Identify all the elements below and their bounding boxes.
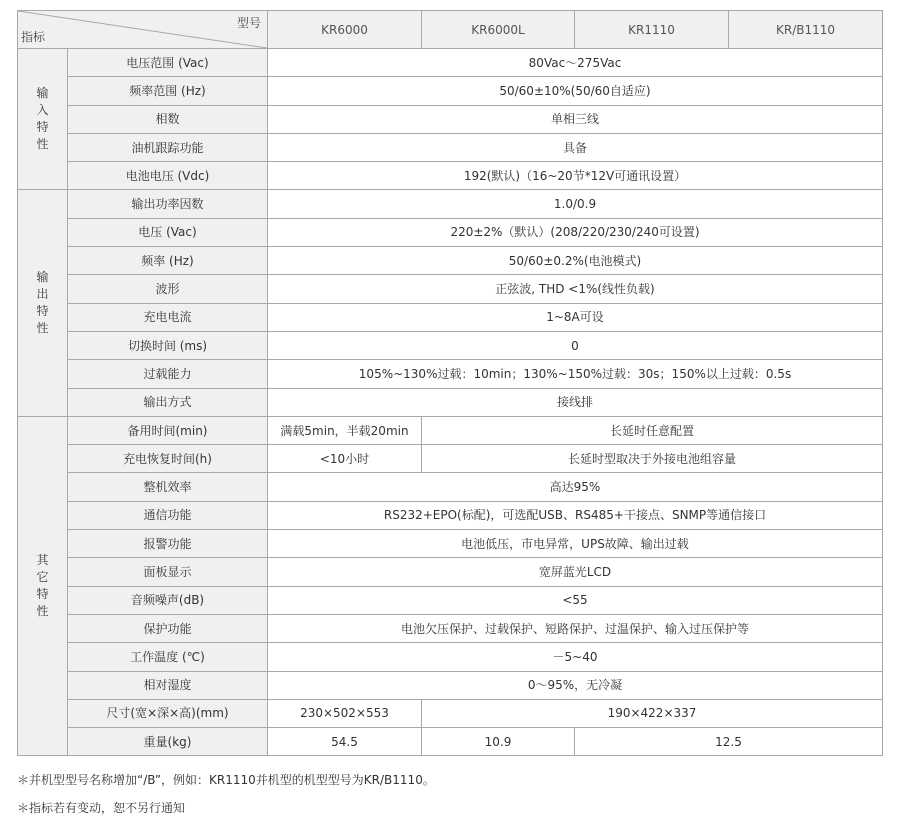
table-row <box>18 558 883 586</box>
param-label: 面板显示 <box>68 558 268 586</box>
spec-value: 50/60±0.2%(电池模式) <box>268 247 883 275</box>
param-label: 相数 <box>68 105 268 133</box>
table-row <box>18 360 883 388</box>
table-row <box>18 530 883 558</box>
spec-value: 0～95%，无冷凝 <box>268 671 883 699</box>
param-label: 尺寸(宽×深×高)(mm) <box>68 699 268 727</box>
footnotes <box>17 772 435 828</box>
param-label: 充电电流 <box>68 303 268 331</box>
spec-value: 1.0/0.9 <box>268 190 883 218</box>
header-row <box>18 11 883 49</box>
spec-table <box>17 10 883 756</box>
param-label: 通信功能 <box>68 501 268 529</box>
spec-value-standard: 满载5min，半载20min <box>268 416 422 444</box>
table-row <box>18 501 883 529</box>
diagonal-divider <box>18 11 267 48</box>
table-row <box>18 388 883 416</box>
spec-value: 220±2%（默认）(208/220/230/240可设置) <box>268 218 883 246</box>
param-label: 过载能力 <box>68 360 268 388</box>
table-row <box>18 247 883 275</box>
table-row <box>18 275 883 303</box>
model-header-kr1110: KR1110 <box>575 11 729 49</box>
spec-value: <55 <box>268 586 883 614</box>
param-label: 整机效率 <box>68 473 268 501</box>
section-output-label: 输出特性 <box>18 190 68 416</box>
model-header-krb1110: KR/B1110 <box>729 11 883 49</box>
table-row <box>18 133 883 161</box>
param-label: 工作温度 (℃) <box>68 643 268 671</box>
param-label: 输出功率因数 <box>68 190 268 218</box>
param-label: 备用时间(min) <box>68 416 268 444</box>
spec-value-long: 长延时任意配置 <box>422 416 883 444</box>
spec-value: 192(默认)（16~20节*12V可通讯设置） <box>268 162 883 190</box>
spec-value: 正弦波, THD <1%(线性负载) <box>268 275 883 303</box>
spec-value: 电池欠压保护、过载保护、短路保护、过温保护、输入过压保护等 <box>268 614 883 642</box>
spec-value: 具备 <box>268 133 883 161</box>
param-label: 电压 (Vac) <box>68 218 268 246</box>
table-row <box>18 331 883 359</box>
spec-value: 1~8A可设 <box>268 303 883 331</box>
section-input-label: 输入特性 <box>18 49 68 190</box>
footnote-parallel-model: ＊并机型型号名称增加“/B”，例如：KR1110并机型的机型型号为KR/B1110。 <box>17 773 435 787</box>
param-label: 电池电压 (Vdc) <box>68 162 268 190</box>
spec-value-long: 长延时型取决于外接电池组容量 <box>422 445 883 473</box>
spec-value: 80Vac～275Vac <box>268 49 883 77</box>
spec-value-kr6000l: 10.9 <box>422 728 575 756</box>
table-row <box>18 416 883 444</box>
model-header-kr6000l: KR6000L <box>422 11 575 49</box>
table-row <box>18 303 883 331</box>
table-row <box>18 643 883 671</box>
param-label: 保护功能 <box>68 614 268 642</box>
spec-value-compact: 190×422×337 <box>422 699 883 727</box>
spec-value-standard: <10小时 <box>268 445 422 473</box>
spec-value: 0 <box>268 331 883 359</box>
table-row <box>18 699 883 727</box>
footnote-spec-change: ＊指标若有变动，恕不另行通知 <box>17 801 186 815</box>
table-row <box>18 614 883 642</box>
spec-value-standard: 230×502×553 <box>268 699 422 727</box>
spec-value: 高达95% <box>268 473 883 501</box>
spec-value: RS232+EPO(标配)，可选配USB、RS485+干接点、SNMP等通信接口 <box>268 501 883 529</box>
table-row <box>18 105 883 133</box>
model-header-kr6000: KR6000 <box>268 11 422 49</box>
spec-value-kr6000: 54.5 <box>268 728 422 756</box>
table-row <box>18 445 883 473</box>
spec-value: 50/60±10%(50/60自适应) <box>268 77 883 105</box>
param-label: 油机跟踪功能 <box>68 133 268 161</box>
spec-value: 单相三线 <box>268 105 883 133</box>
table-row <box>18 671 883 699</box>
header-corner-cell <box>18 11 268 49</box>
param-label: 充电恢复时间(h) <box>68 445 268 473</box>
spec-value: 接线排 <box>268 388 883 416</box>
table-row <box>18 190 883 218</box>
spec-value: －5~40 <box>268 643 883 671</box>
param-label: 音频噪声(dB) <box>68 586 268 614</box>
table-row <box>18 586 883 614</box>
param-label: 电压范围 (Vac) <box>68 49 268 77</box>
table-row <box>18 162 883 190</box>
param-label: 切换时间 (ms) <box>68 331 268 359</box>
param-label: 波形 <box>68 275 268 303</box>
param-label: 重量(kg) <box>68 728 268 756</box>
spec-value: 宽屏蓝光LCD <box>268 558 883 586</box>
section-other-label: 其它特性 <box>18 416 68 756</box>
table-row <box>18 77 883 105</box>
table-row <box>18 473 883 501</box>
param-label: 输出方式 <box>68 388 268 416</box>
corner-spec-label: 指标 <box>21 30 46 44</box>
spec-value: 105%~130%过载：10min；130%~150%过载：30s；150%以上过载：0.5s <box>268 360 883 388</box>
table-row <box>18 49 883 77</box>
param-label: 频率 (Hz) <box>68 247 268 275</box>
corner-model-label: 型号 <box>236 16 261 30</box>
spec-value-kr1110: 12.5 <box>575 728 883 756</box>
param-label: 相对湿度 <box>68 671 268 699</box>
param-label: 频率范围 (Hz) <box>68 77 268 105</box>
spec-value: 电池低压，市电异常，UPS故障、输出过载 <box>268 530 883 558</box>
param-label: 报警功能 <box>68 530 268 558</box>
table-row <box>18 728 883 756</box>
table-row <box>18 218 883 246</box>
